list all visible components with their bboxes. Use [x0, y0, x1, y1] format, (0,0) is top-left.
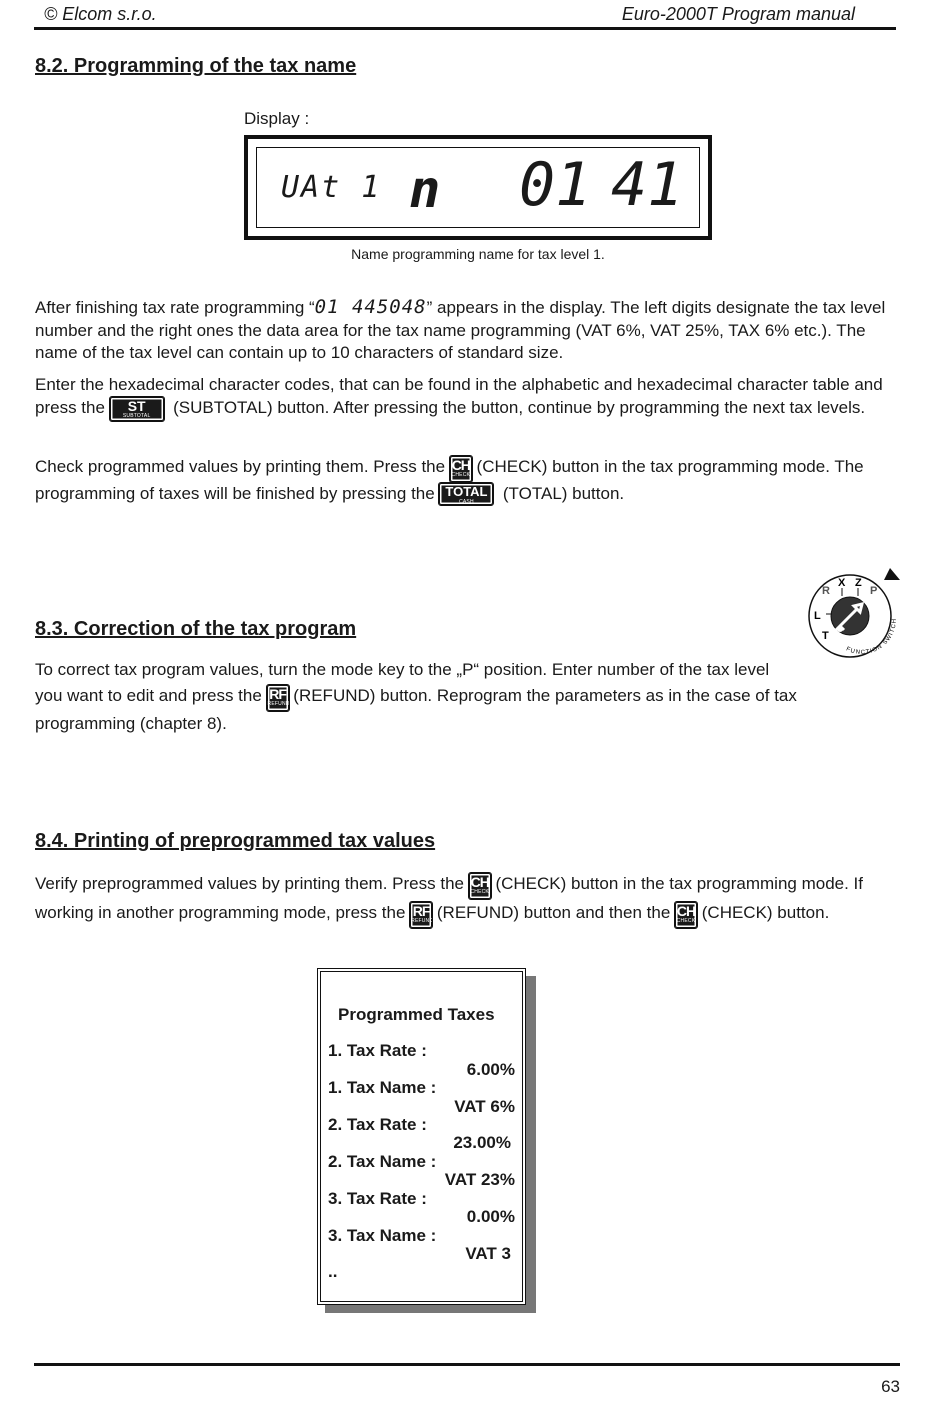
header-rule [34, 27, 896, 30]
refund-key-icon: RF REFUND [267, 685, 289, 711]
switch-x: X [838, 577, 846, 589]
receipt-line-value: 23.00% [453, 1133, 511, 1152]
receipt-line-value: VAT 6% [454, 1097, 515, 1116]
display-label: Display : [244, 109, 310, 128]
receipt-line-label: 1. Tax Name : [328, 1078, 437, 1097]
subtotal-key-icon: ST SUBTOTAL [110, 397, 164, 421]
switch-t: T [822, 630, 829, 642]
lcd-display [244, 135, 712, 240]
paragraph-8-3: To correct tax program values, turn the mode key to the „P“ position. Enter number of the tax level you want to edit and press the RF REFUND (REFUND) button. Reprogram the parameters as in the case of tax programming (chapter 8). [35, 660, 797, 733]
receipt-line-value: VAT 23% [444, 1170, 515, 1189]
receipt-line-value: 6.00% [466, 1060, 515, 1079]
section-8-4-title: 8.4. Printing of preprogrammed tax values [35, 830, 436, 852]
receipt-line-label: 2. Tax Name : [328, 1152, 437, 1171]
header-right: Euro-2000T Program manual [621, 4, 855, 24]
lcd-text-mid: n [409, 160, 441, 220]
function-switch-icon [802, 566, 902, 662]
refund-key-icon: RF REFUND [410, 902, 432, 928]
receipt-line-label: 1. Tax Rate : [328, 1041, 427, 1060]
section-8-2-title: 8.2. Programming of the tax name [35, 55, 357, 77]
total-key-icon: TOTAL CASH [439, 483, 493, 505]
paragraph-8-2-2: Enter the hexadecimal character codes, that can be found in the alphabetic and hexadecimal character table and press the ST SUBTOTAL (SUBTOTAL) button. After pressing the button, continue by programming the next tax levels. [35, 375, 883, 419]
paragraph-8-4: Verify preprogrammed values by printing them. Press the CH CHECK (CHECK) button in the tax programming mode. If working in another programming mode, press the RF REFUND (REFUND) button and then the CH CHECK (CHECK) button. [35, 870, 901, 928]
receipt-line-label: 2. Tax Rate : [328, 1115, 427, 1134]
header-left: © Elcom s.r.o. [44, 4, 157, 24]
footer-rule [34, 1363, 900, 1366]
paragraph-8-2-1: After finishing tax rate programming “01 445048” appears in the display. The left digits designate the tax level number and the right ones the data area for the tax name programming (VAT 6%, VAT 25%, TAX 6% etc.). The name of the tax level can contain up to 10 characters of standard size. [35, 296, 886, 362]
switch-label: FUNCTION SWITCH [845, 617, 898, 656]
lcd-text-left: UAt 1 [281, 170, 382, 205]
receipt-line-label: 3. Tax Name : [328, 1226, 437, 1245]
receipt [317, 968, 526, 1305]
lcd-caption: Name programming name for tax level 1. [351, 246, 605, 262]
lcd-text-right1: 01 [519, 150, 592, 220]
switch-r: R [822, 585, 830, 597]
paragraph-8-2-3: Check programmed values by printing them. Press the CH CHECK (CHECK) button in the tax programming mode. The programming of taxes will be finished by pressing the TOTAL CASH (TOTAL) button. [35, 457, 864, 505]
inline-segment-text: 01 445048 [314, 296, 427, 318]
check-key-icon: CH CHECK [450, 456, 472, 482]
switch-z: Z [855, 577, 862, 589]
switch-p: P [870, 585, 878, 597]
receipt-line-value: VAT 3 [465, 1244, 511, 1263]
lcd-text-right2: 41 [611, 150, 684, 220]
check-key-icon: CH CHECK [675, 902, 697, 928]
page-number: 63 [881, 1377, 900, 1396]
switch-l: L [814, 610, 821, 622]
receipt-ellipsis: .. [328, 1262, 338, 1281]
check-key-icon: CH CHECK [469, 873, 491, 899]
receipt-line-value: 0.00% [466, 1207, 515, 1226]
receipt-title: Programmed Taxes [338, 1005, 495, 1024]
receipt-line-label: 3. Tax Rate : [328, 1189, 427, 1208]
section-8-3-title: 8.3. Correction of the tax program [35, 618, 357, 640]
